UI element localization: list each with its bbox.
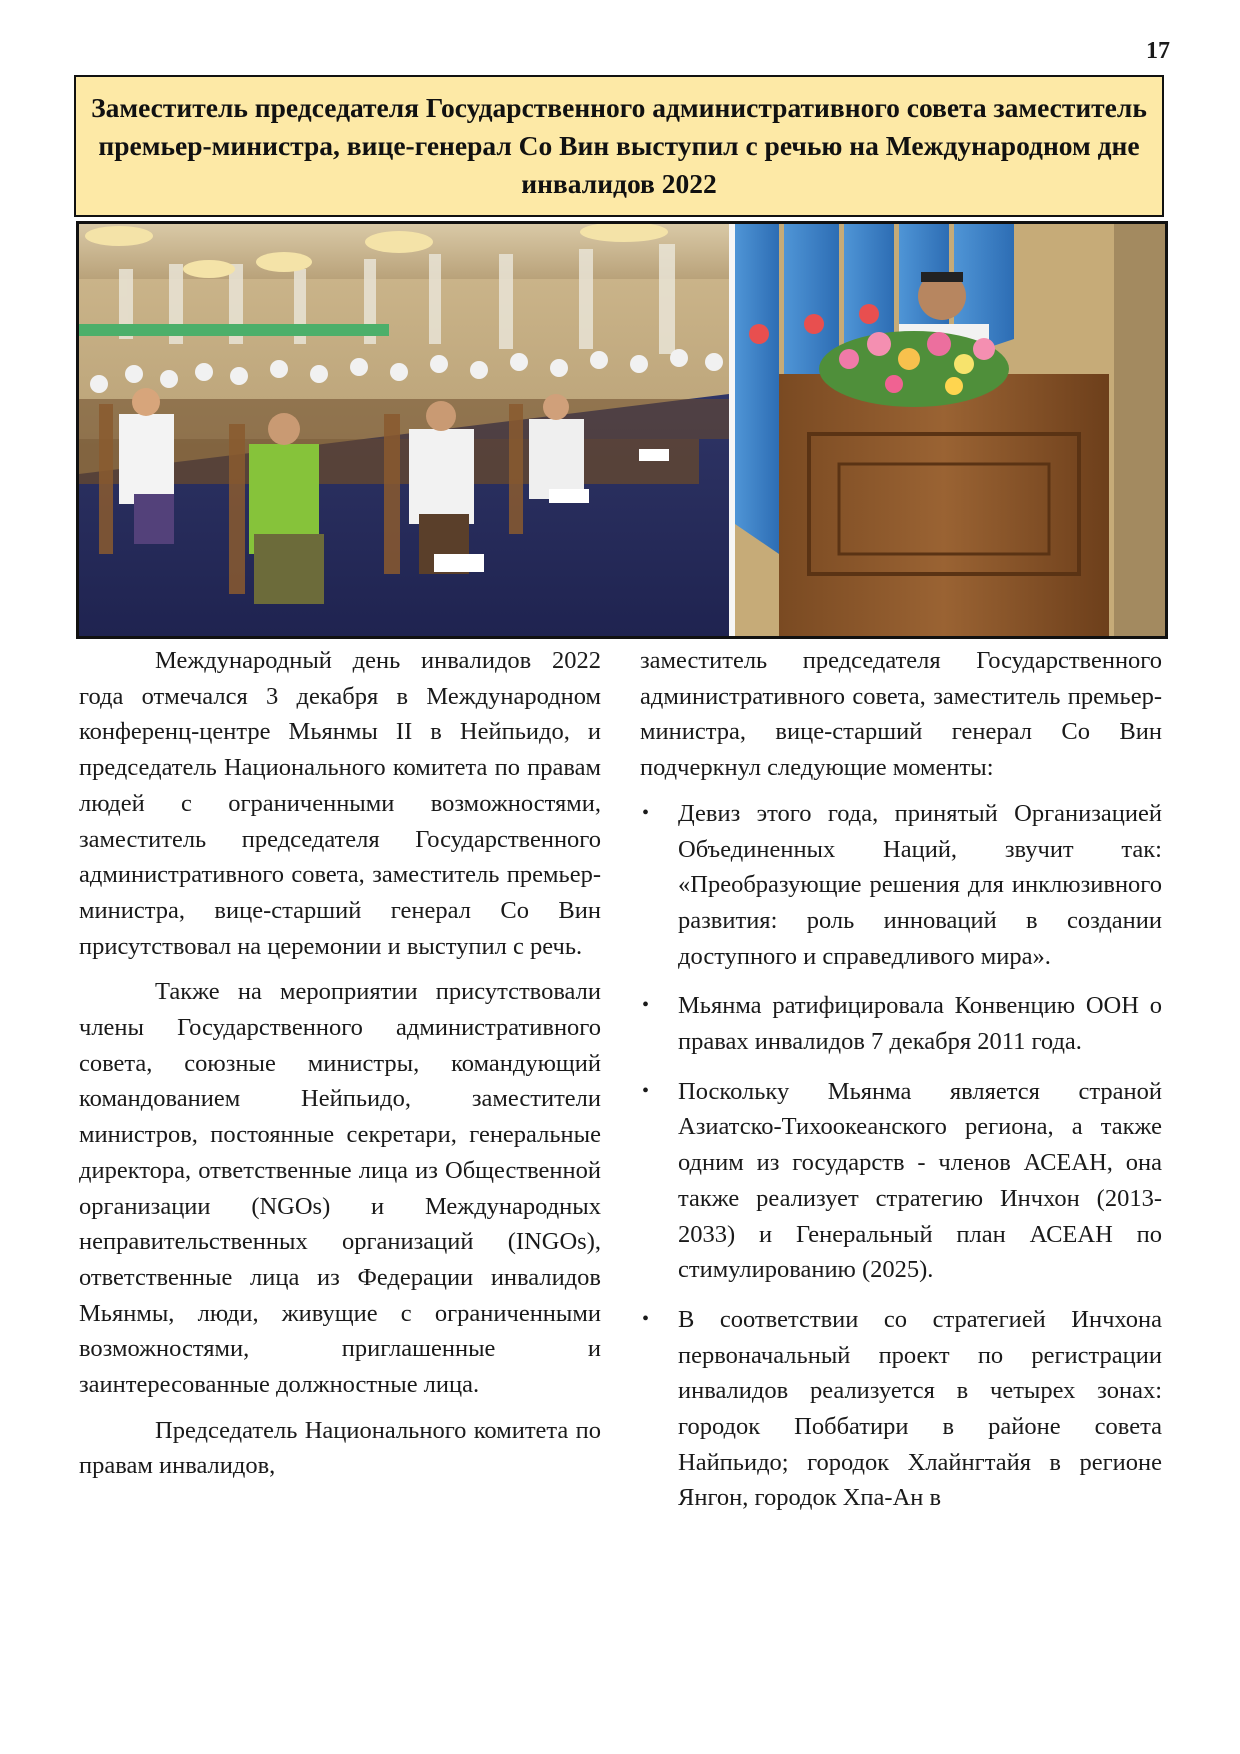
hall-photo xyxy=(79,224,729,636)
left-column xyxy=(79,643,601,1494)
bullet-icon: • xyxy=(642,1079,650,1102)
right-column xyxy=(640,643,1162,1530)
bullet-icon: • xyxy=(642,1307,650,1330)
title-box xyxy=(74,75,1164,217)
list-item xyxy=(640,796,1162,975)
page-number: 17 xyxy=(1146,38,1170,64)
speaker-photo xyxy=(735,224,1165,636)
photo-frame xyxy=(76,221,1168,639)
paragraph-3: Председатель Национального комитета по правам инвалидов, xyxy=(79,1416,601,1480)
paragraph-2: Также на мероприятии присутствовали члены Государственного административного совета, союзные министры, командующий командованием Нейпьидо, заместители министров, постоянные секретари, генеральные директора, ответственные лица из Общественной организации (NGOs) и Международных неправительственных организаций (INGOs), ответственные лица из Федерации инвалидов Мьянмы, люди, живущие с ограниченными возможностями, приглашенные и заинтересованные должностные лица. xyxy=(79,978,601,1399)
bullet-text: Поскольку Мьянма является страной Азиатско-Тихоокеанского региона, а также одним из государств - членов АСЕАН, она также реализует стратегию Инчхон (2013-2033) и Генеральный план АСЕАН по стимулированию (2025). xyxy=(678,1077,1162,1284)
article-title: Заместитель председателя Государственного административного совета заместитель премьер-министра, вице-генерал Со Вин выступил с речью на Международном дне инвалидов 2022 xyxy=(91,92,1147,199)
bullet-icon: • xyxy=(642,994,650,1017)
list-item xyxy=(640,1302,1162,1516)
bullet-text: Девиз этого года, принятый Организацией Объединенных Наций, звучит так: «Преобразующие решения для инклюзивного развития: роль инноваций в создании доступного и справедливого мира». xyxy=(678,799,1162,970)
list-item xyxy=(640,988,1162,1059)
list-item xyxy=(640,1074,1162,1288)
bullet-text: Мьянма ратифицировала Конвенцию ООН о правах инвалидов 7 декабря 2011 года. xyxy=(678,992,1162,1056)
intro-paragraph: заместитель председателя Государственного административного совета, заместитель премьер-министра, вице-старший генерал Со Вин подчеркнул следующие моменты: xyxy=(640,647,1162,782)
bullet-icon: • xyxy=(642,801,650,824)
paragraph-1: Международный день инвалидов 2022 года отмечался 3 декабря в Международном конференц-центре Мьянмы II в Нейпьидо, и председатель Национального комитета по правам людей с ограниченными возможностями, заместитель председателя Государственного административного совета, заместитель премьер-министра, вице-старший генерал Со Вин присутствовал на церемонии и выступил с речь. xyxy=(79,647,601,960)
bullet-text: В соответствии со стратегией Инчхона первоначальный проект по регистрации инвалидов реализуется в четырех зонах: городок Поббатири в районе совета Найпьидо; городок Хлайнгтайя в регионе Янгон, городок Хпа-Ан в xyxy=(678,1305,1162,1512)
bullet-list xyxy=(640,796,1162,1516)
